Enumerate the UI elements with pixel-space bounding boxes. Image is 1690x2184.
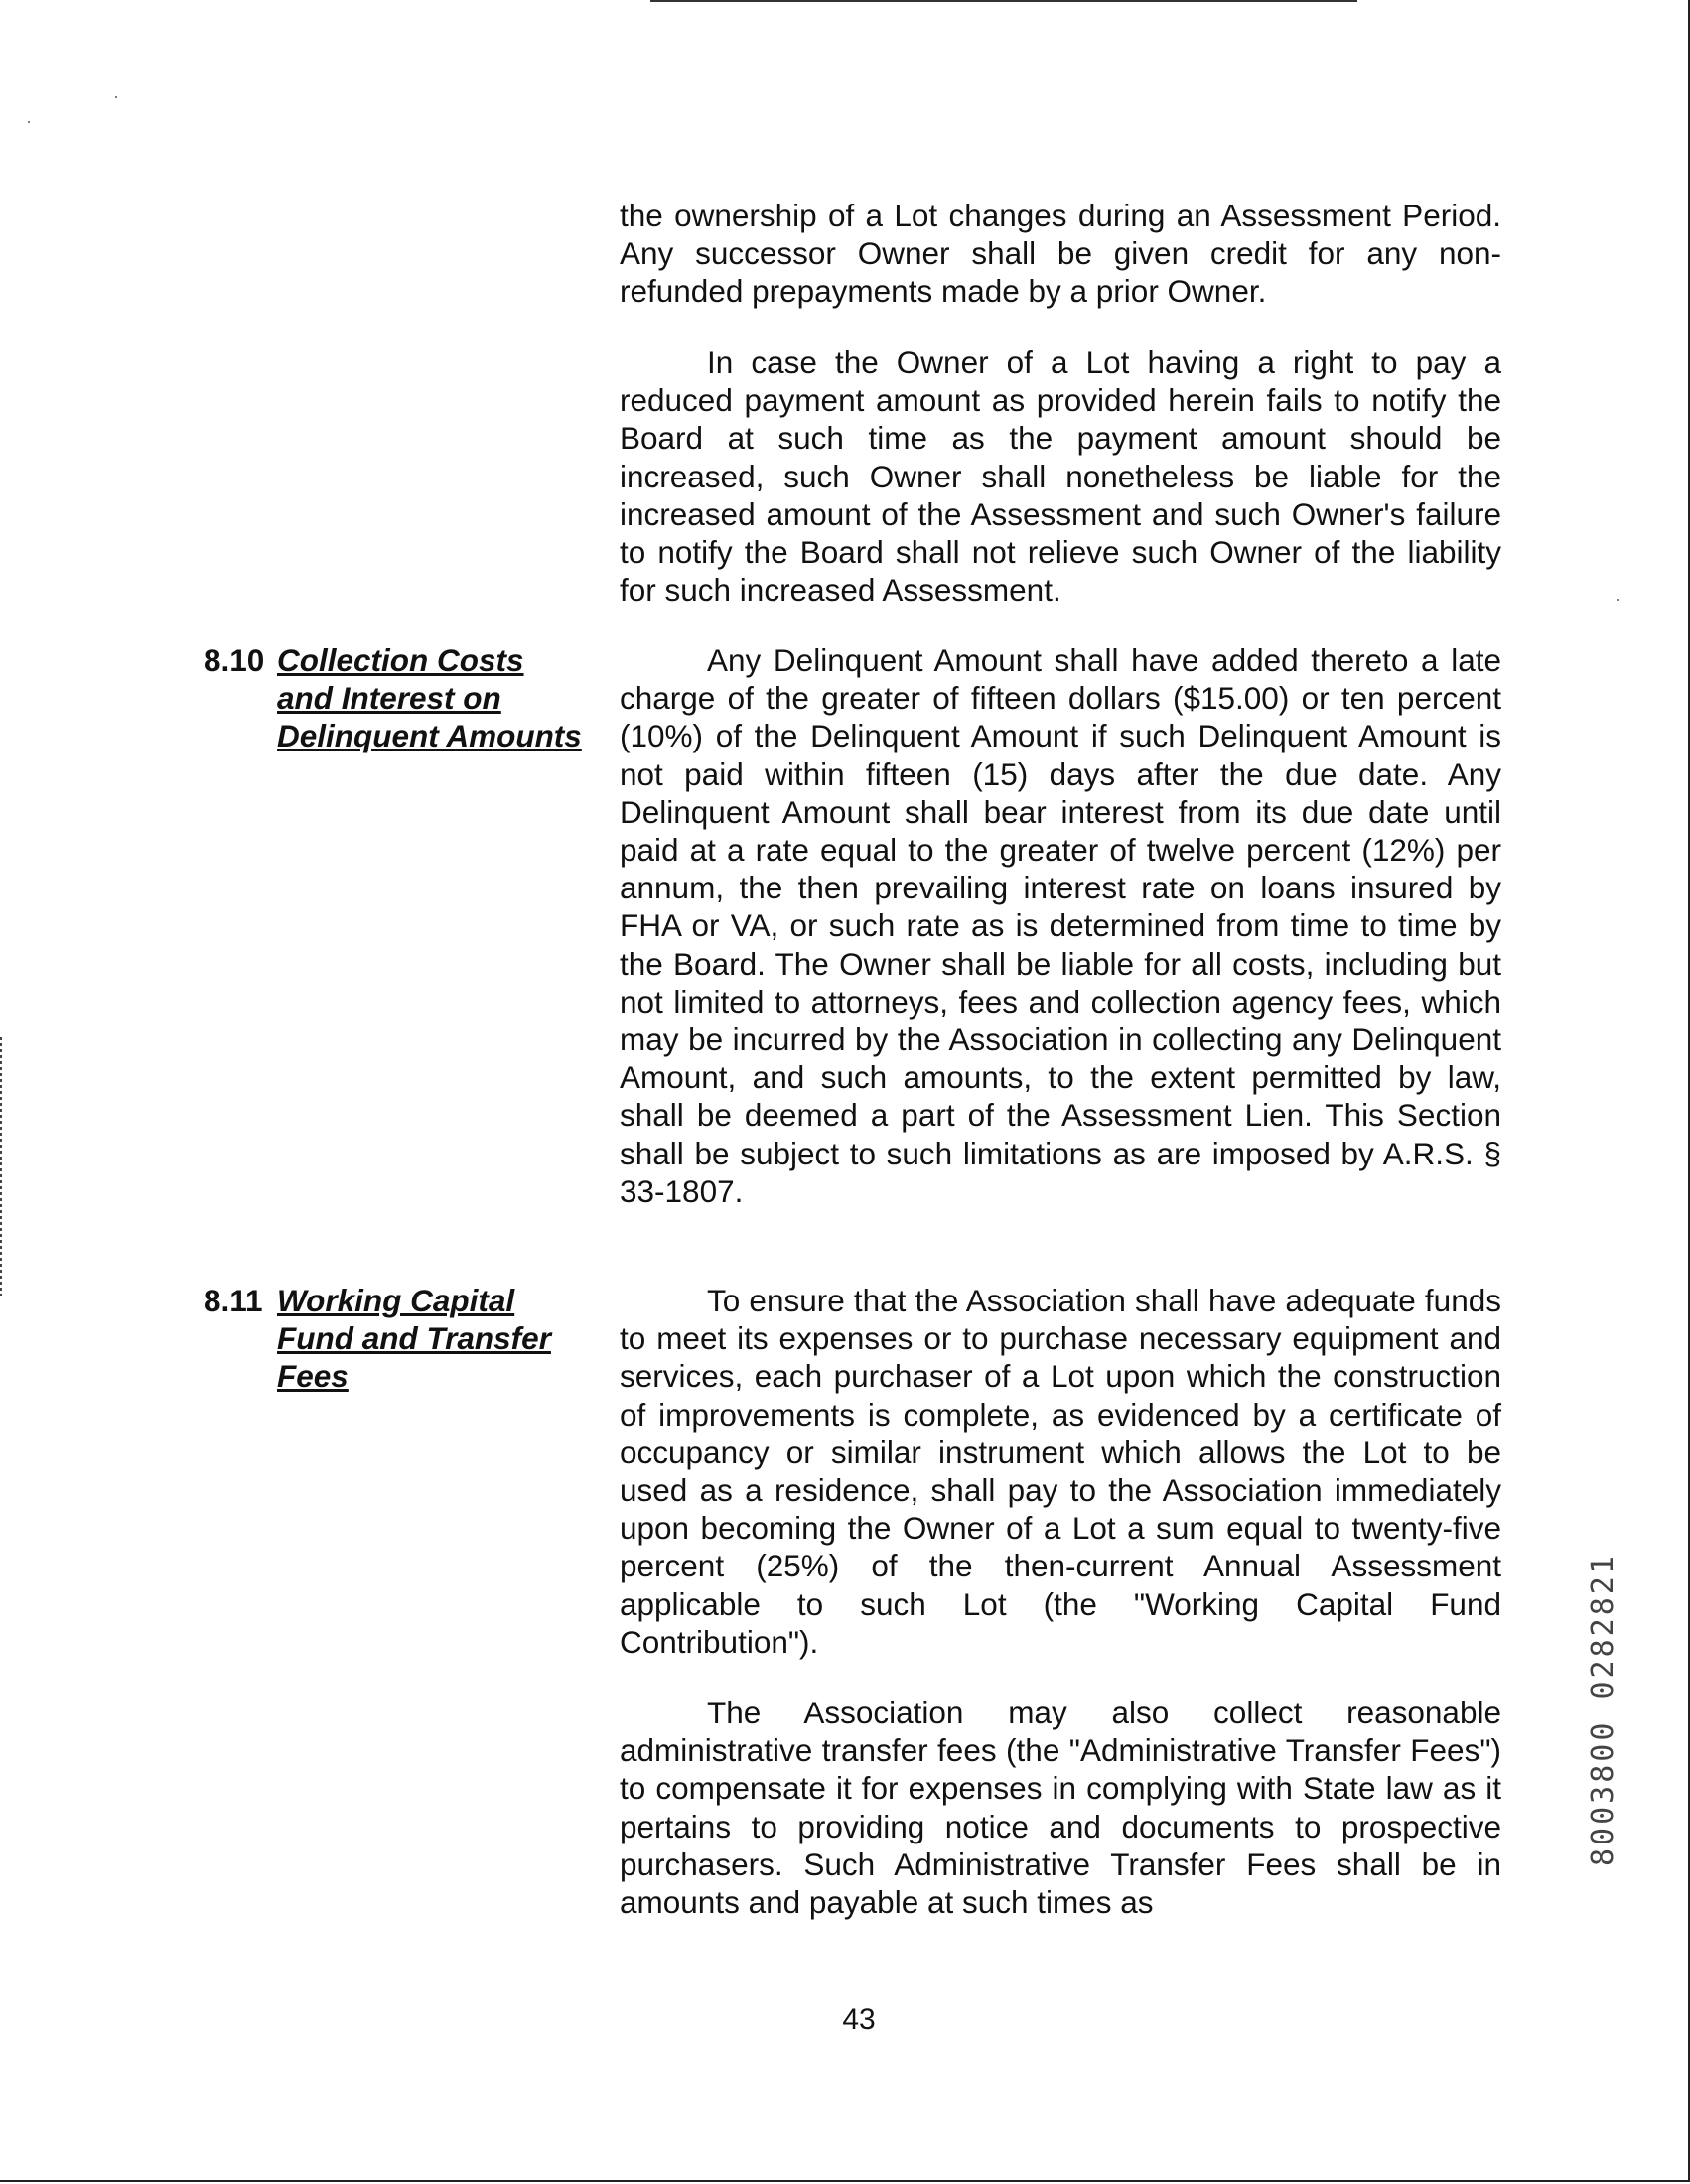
section-8-10-body [620,641,1501,1210]
top-rule [650,0,1357,2]
section-title: Collection Costs and Interest on Delinquent Amounts [277,642,582,754]
section-number: 8.11 [204,1283,263,1318]
continuation-paragraph: the ownership of a Lot changes during an Assessment Period. Any successor Owner shall be given credit for any non-refunded prepayments made by a prior Owner. [620,198,1501,310]
page-number: 43 [842,2003,876,2036]
section-8-10-heading [204,641,591,755]
section-8-11-body [620,1282,1501,1661]
document-stamp-number: 8003800 0282821 [1586,1553,1620,1866]
section-paragraph: To ensure that the Association shall have adequate funds to meet its expenses or to purchase necessary equipment and services, each purchaser of a Lot upon which the construction of improvements is complete, as evidenced by a certificate of occupancy or similar instrument which allows the Lot to be used as a residence, shall pay to the Association immediately upon becoming the Owner of a Lot a sum equal to twenty-five percent (25%) of the then-current Annual Assessment applicable to such Lot (the "Working Capital Fund Contribution"). [620,1283,1501,1660]
section-number: 8.10 [204,642,265,678]
scan-speck [1617,599,1619,601]
section-8-11-heading [204,1282,591,1396]
reduced-payment-paragraph: In case the Owner of a Lot having a right to pay a reduced payment amount as provided herein fails to notify the Board at such time as the payment amount should be increased, such Owner shall nonetheless be liable for the increased amount of the Assessment and such Owner's failure to notify the Board shall not relieve such Owner of the liability for such increased Assessment. [620,344,1501,609]
section-title: Working Capital Fund and Transfer Fees [277,1283,551,1395]
reduced-payment-block [620,343,1501,609]
section-paragraph: The Association may also collect reasonable administrative transfer fees (the "Administrative Transfer Fees") to compensate it for expenses in complying with State law as it pertains to providing notice and documents to prospective purchasers. Such Administrative Transfer Fees shall be in amounts and payable at such times as [620,1695,1501,1921]
scan-speck [28,121,30,123]
continuation-block [620,197,1501,311]
section-8-11-body-continued [620,1694,1501,1921]
scan-edge-mark [0,1037,2,1296]
scan-speck [115,96,117,98]
section-paragraph: Any Delinquent Amount shall have added thereto a late charge of the greater of fifteen dollars ($15.00) or ten percent (10%) of the Delinquent Amount if such Delinquent Amount is not paid within fifteen (15) days after the due date. Any Delinquent Amount shall bear interest from its due date until paid at a rate equal to the greater of twelve percent (12%) per annum, the then prevailing interest rate on loans insured by FHA or VA, or such rate as is determined from time to time by the Board. The Owner shall be liable for all costs, including but not limited to attorneys, fees and collection agency fees, which may be incurred by the Association in collecting any Delinquent Amount, and such amounts, to the extent permitted by law, shall be deemed a part of the Assessment Lien. This Section shall be subject to such limitations as are imposed by A.R.S. § 33-1807. [620,642,1501,1209]
